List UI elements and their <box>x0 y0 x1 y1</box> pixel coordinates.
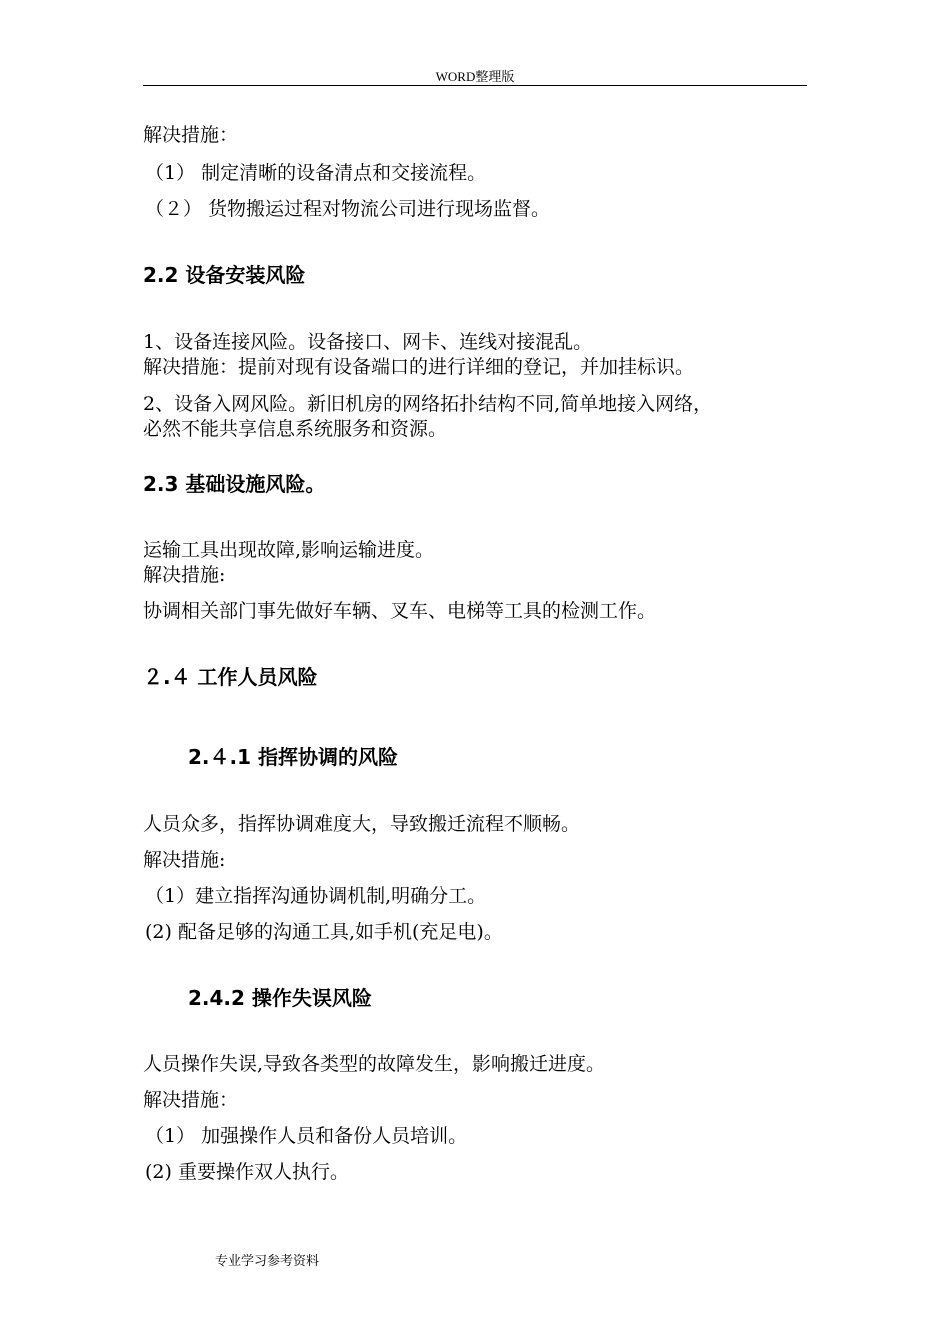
list-item: (2) 重要操作双人执行。 <box>145 1161 349 1183</box>
page-footer: 专业学习参考资料 <box>215 1254 320 1269</box>
subsection-heading-2-4-2: 2.4.2 操作失误风险 <box>188 986 372 1010</box>
subsection-heading-2-4-1: 2.４.1 指挥协调的风险 <box>188 745 398 769</box>
paragraph: 1、设备连接风险。设备接口、网卡、连线对接混乱。 <box>143 331 593 353</box>
paragraph: 解决措施： <box>143 124 239 146</box>
paragraph: 运输工具出现故障,影响运输进度。 <box>143 539 435 561</box>
list-item: （1） 制定清晰的设备清点和交接流程。 <box>145 162 487 184</box>
header-divider <box>143 85 807 86</box>
paragraph: 人员操作失误,导致各类型的故障发生，影响搬迁进度。 <box>143 1053 606 1075</box>
list-item: （２） 货物搬运过程对物流公司进行现场监督。 <box>145 198 551 220</box>
paragraph: 人员众多，指挥协调难度大，导致搬迁流程不顺畅。 <box>143 813 581 835</box>
list-item: （1） 加强操作人员和备份人员培训。 <box>145 1125 468 1147</box>
paragraph: 解决措施：提前对现有设备端口的进行详细的登记，并加挂标识。 <box>143 356 695 378</box>
list-item: (2) 配备足够的沟通工具,如手机(充足电)。 <box>145 921 503 943</box>
section-heading-2-4: ２.４ 工作人员风险 <box>143 665 318 689</box>
paragraph: 协调相关部门事先做好车辆、叉车、电梯等工具的检测工作。 <box>143 600 657 622</box>
page-header: WORD整理版 <box>435 69 515 84</box>
paragraph: 解决措施： <box>143 1089 239 1111</box>
section-heading-2-2: 2.2 设备安装风险 <box>143 263 306 287</box>
paragraph: 解决措施: <box>143 849 226 871</box>
list-item: （1）建立指挥沟通协调机制,明确分工。 <box>145 885 487 907</box>
paragraph: 必然不能共享信息系统服务和资源。 <box>143 418 448 440</box>
paragraph: 解决措施: <box>143 564 226 586</box>
paragraph: 2、设备入网风险。新旧机房的网络拓扑结构不同,简单地接入网络， <box>143 393 713 415</box>
section-heading-2-3: 2.3 基础设施风险。 <box>143 472 326 496</box>
